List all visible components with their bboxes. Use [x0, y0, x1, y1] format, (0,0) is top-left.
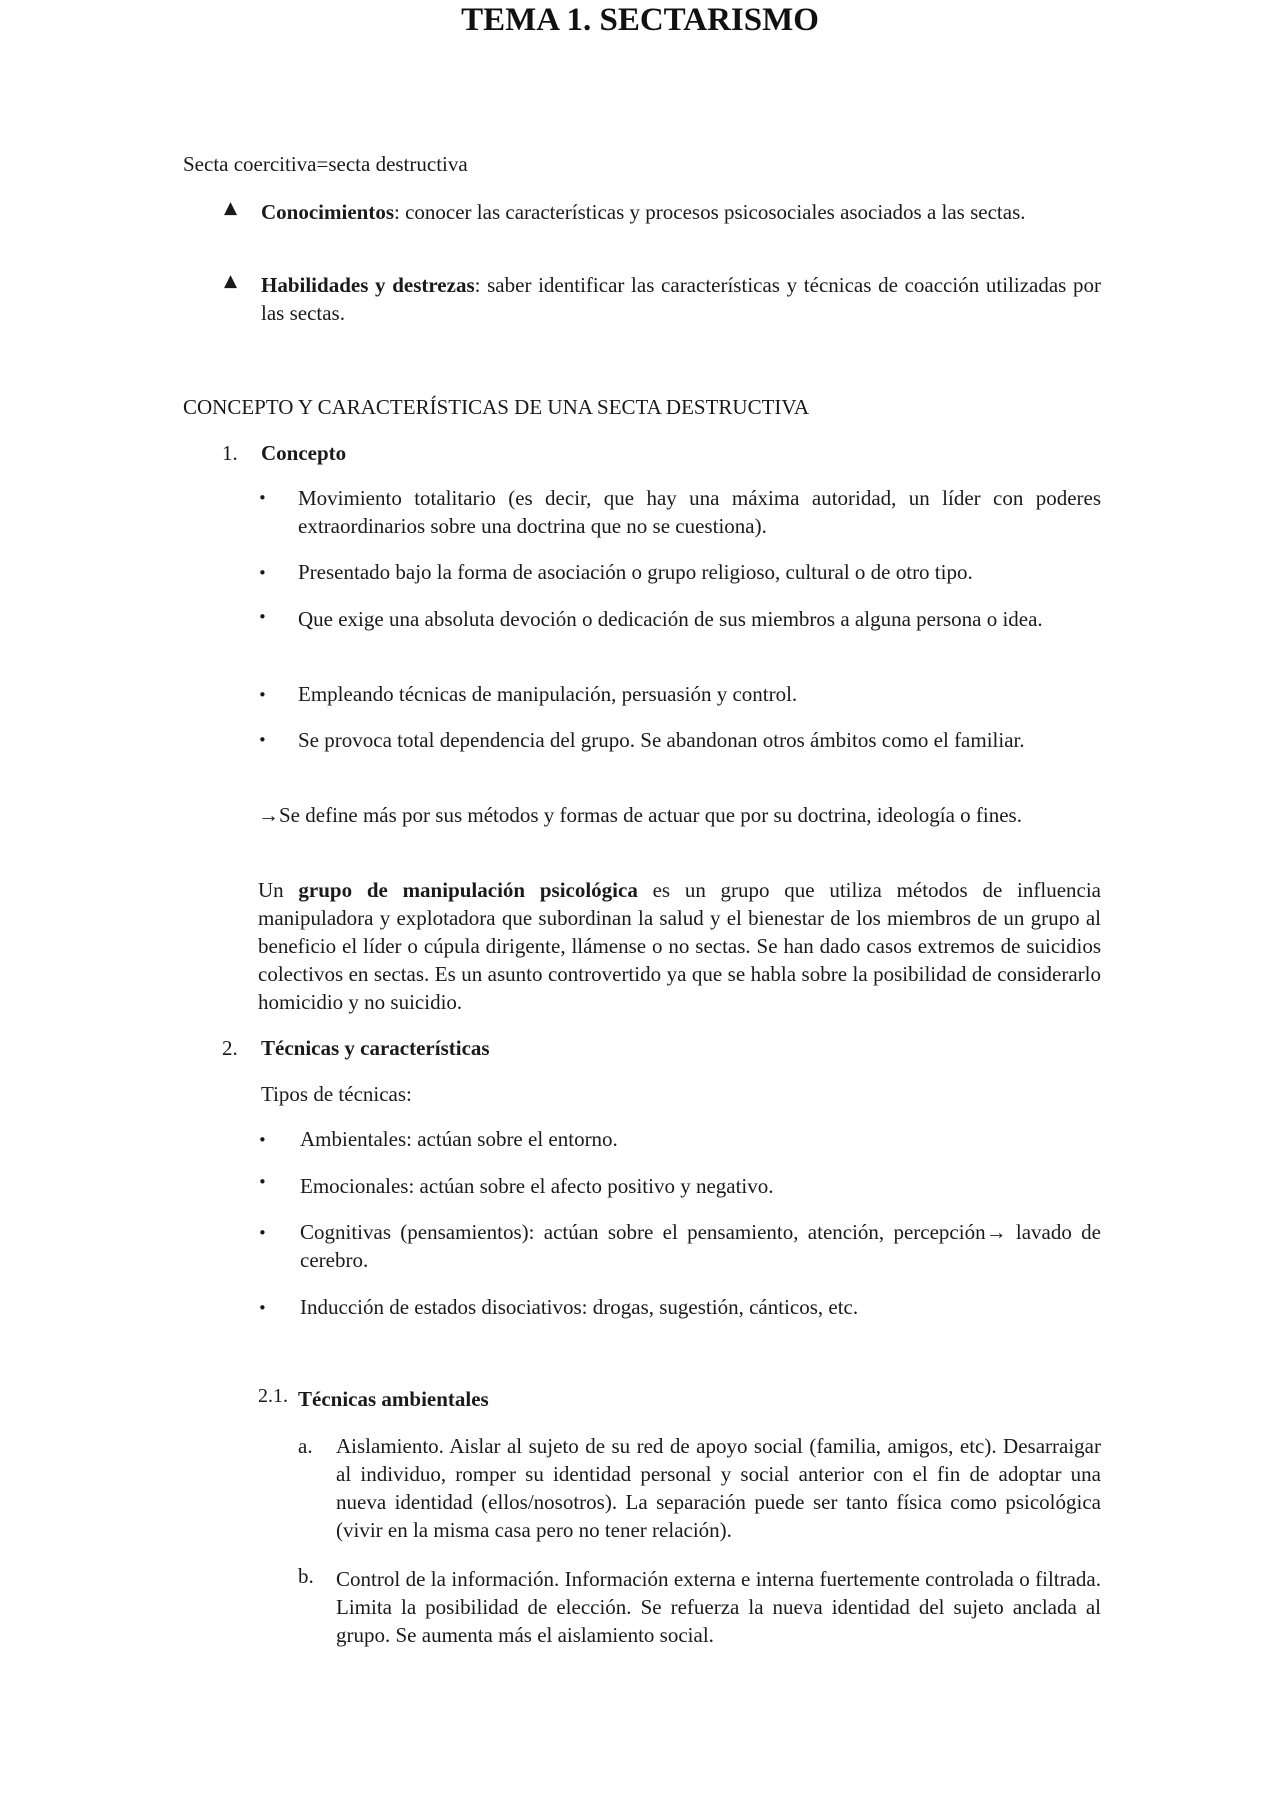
concept-bullet: Presentado bajo la forma de asociación o grupo religioso, cultural o de otro tipo.: [298, 560, 973, 584]
bullet-icon: •: [258, 608, 267, 626]
objective-label: Habilidades y destrezas: [261, 273, 475, 297]
objective-skills: [261, 271, 1101, 327]
concept-paragraph: [258, 876, 1101, 1016]
concept-bullet: Empleando técnicas de manipulación, persuasión y control.: [298, 682, 798, 706]
concept-bullet: Que exige una absoluta devoción o dedicación de sus miembros a alguna persona o idea.: [298, 607, 1043, 631]
types-label: Tipos de técnicas:: [261, 1082, 412, 1106]
item-letter: b.: [298, 1564, 314, 1588]
bullet-icon: •: [258, 731, 267, 749]
subsection-heading: Técnicas ambientales: [298, 1387, 489, 1411]
paragraph-bold-term: grupo de manipulación psicológica: [298, 878, 638, 902]
technique-bullet: Cognitivas (pensamientos): actúan sobre el pensamiento, atención, percepción→ lavado de cerebro.: [300, 1220, 1101, 1272]
objective-knowledge: [261, 198, 1101, 226]
section-heading: CONCEPTO Y CARACTERÍSTICAS DE UNA SECTA DESTRUCTIVA: [183, 395, 810, 419]
triangle-bullet-icon: ▲: [224, 271, 238, 291]
paragraph-body: es un grupo que utiliza métodos de influencia manipuladora y explotadora que subordinan la salud y el bienestar de los miembros de un grupo al beneficio el líder o cúpula dirigente, llámense o no sectas. Se han dado casos extremos de suicidios colectivos en sectas. Es un asunto controvertido ya que se habla sobre la posibilidad de considerarlo homicidio y no suicidio.: [258, 878, 1101, 1014]
item-letter: a.: [298, 1434, 313, 1458]
bullet-icon: •: [258, 1173, 267, 1191]
bullet-icon: •: [258, 1299, 267, 1317]
subsection-item: Aislamiento. Aislar al sujeto de su red de apoyo social (familia, amigos, etc). Desarraigar al individuo, romper su identidad personal y social anterior con el fin de adoptar una nueva identidad (ellos/nosotros). La separación puede ser tanto física como psicológica (vivir en la misma casa pero no tener relación).: [336, 1434, 1101, 1542]
triangle-bullet-icon: ▲: [224, 198, 238, 218]
subsection-item: Control de la información. Información externa e interna fuertemente controlada o filtrada. Limita la posibilidad de elección. Se refuerza la nueva identidad del sujeto anclada al grupo. Se aumenta más el aislamiento social.: [336, 1567, 1101, 1647]
technique-bullet: Ambientales: actúan sobre el entorno.: [300, 1127, 618, 1151]
objective-label: Conocimientos: [261, 200, 394, 224]
concept-bullet: Movimiento totalitario (es decir, que hay una máxima autoridad, un líder con poderes extraordinarios sobre una doctrina que no se cuestiona).: [298, 486, 1101, 538]
technique-bullet: Inducción de estados disociativos: drogas, sugestión, cánticos, etc.: [300, 1295, 859, 1319]
arrow-note: →Se define más por sus métodos y formas de actuar que por su doctrina, ideología o fines.: [258, 803, 1022, 827]
list-number: 1.: [222, 441, 238, 465]
concept-heading: Concepto: [261, 441, 347, 465]
bullet-icon: •: [258, 489, 267, 507]
intro-text: Secta coercitiva=secta destructiva: [183, 152, 468, 176]
concept-bullet: Se provoca total dependencia del grupo. Se abandonan otros ámbitos como el familiar.: [298, 728, 1025, 752]
objective-text: : conocer las características y procesos psicosociales asociados a las sectas.: [394, 200, 1026, 224]
techniques-heading: Técnicas y características: [261, 1036, 490, 1060]
technique-bullet: Emocionales: actúan sobre el afecto positivo y negativo.: [300, 1174, 774, 1198]
paragraph-prefix: Un: [258, 878, 299, 902]
bullet-icon: •: [258, 564, 267, 582]
bullet-icon: •: [258, 1224, 267, 1242]
bullet-icon: •: [258, 686, 267, 704]
objective-text: : saber identificar las características y técnicas de coacción utilizadas por las sectas.: [261, 273, 1101, 325]
list-number: 2.: [222, 1036, 238, 1060]
page-title: TEMA 1. SECTARISMO: [461, 2, 819, 38]
bullet-icon: •: [258, 1131, 267, 1149]
subsection-number: 2.1.: [258, 1385, 288, 1407]
